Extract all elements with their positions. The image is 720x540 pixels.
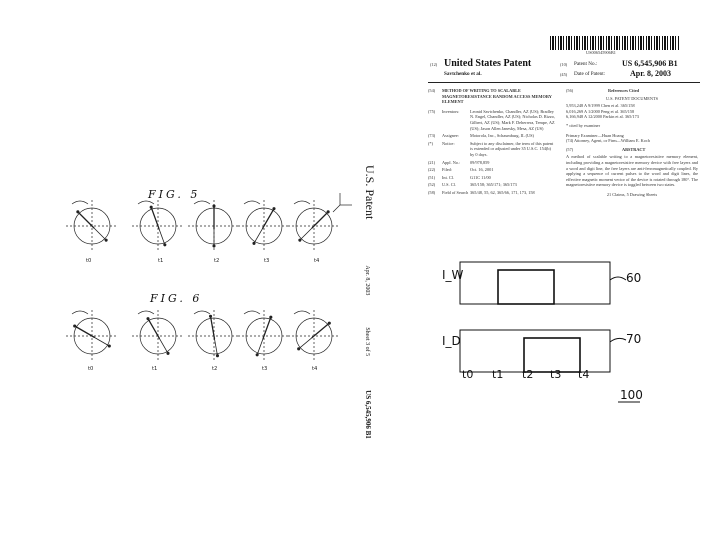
fig6-time-label: t1	[152, 366, 158, 372]
fig6-arrow-head	[328, 322, 330, 324]
header-rule	[428, 82, 700, 83]
biblio-label: Int. Cl.	[442, 174, 455, 180]
fig6-field-indicator	[138, 311, 154, 314]
claims-count: 21 Claims, 5 Drawing Sheets	[606, 191, 658, 197]
fig6-field-indicator	[294, 311, 310, 314]
kind-code: (12)	[430, 62, 438, 67]
fig6-arrow-head	[216, 354, 218, 356]
fig5-field-indicator	[138, 201, 154, 204]
fig5-arrow-head	[150, 206, 152, 208]
axis-glyph	[333, 193, 352, 212]
fig6-moment-arrow	[213, 333, 217, 356]
fig5-time-label: t1	[158, 258, 164, 264]
patent-no-label: Patent No.:	[574, 61, 598, 67]
fig6-arrow-head	[209, 315, 211, 317]
iw-ref-leader	[610, 277, 626, 280]
fig5-field-indicator	[294, 201, 310, 204]
running-head-sheet: Sheet 3 of 5	[364, 327, 370, 357]
id-ref-leader	[610, 338, 626, 342]
fig5-times	[0, 258, 395, 268]
fig6-arrow-head	[270, 316, 272, 318]
running-head-patent: U.S. Patent	[363, 165, 377, 220]
id-outer-box	[460, 330, 610, 372]
fig6-cell	[132, 310, 184, 362]
fig5-cell	[238, 200, 290, 252]
fig6-arrow-head	[108, 345, 110, 347]
biblio-code: (52)	[428, 182, 436, 188]
biblio-text: 365/48, 55, 62, 365/66, 171, 173, 158	[470, 189, 535, 195]
fig5-time-label: t4	[314, 258, 320, 264]
biblio-code: (21)	[428, 159, 436, 165]
biblio-code: (58)	[428, 189, 436, 195]
biblio-label: Assignee:	[442, 133, 459, 139]
fig5-arrow-head	[327, 211, 329, 213]
fig6-time-label: t2	[212, 366, 218, 372]
id-pulse	[524, 338, 580, 372]
fig6-arrow-head	[256, 354, 258, 356]
biblio-entry	[428, 141, 556, 158]
biblio-text: Subject to any disclaimer, the term of this patent is extended or adjusted under 35 U.S.C. 154(b) by 0 days.	[470, 140, 554, 157]
fig6-rows	[66, 310, 340, 362]
timing-time-label: t1	[492, 368, 504, 381]
biblio-code: (73)	[428, 133, 436, 139]
fig6-arrow-head	[73, 325, 75, 327]
patent-no: US 6,545,906 B1	[622, 59, 678, 68]
biblio-entry	[428, 109, 556, 131]
biblio-label: Appl. No.:	[442, 159, 461, 165]
fig6-cell	[238, 310, 290, 362]
running-head-number: US 6,545,906 B1	[364, 390, 372, 439]
fig6-times	[0, 366, 395, 376]
refs-code: (56)	[566, 88, 574, 93]
fig6-field-indicator	[194, 311, 210, 314]
biblio-text: METHOD OF WRITING TO SCALABLE MAGNETORESISTANCE RANDOM ACCESS MEMORY ELEMENT	[442, 88, 552, 105]
timing-diagram	[418, 260, 720, 410]
biblio-label: Field of Search	[442, 189, 469, 195]
biblio-text: G11C 11/00	[470, 174, 491, 180]
barcode	[550, 36, 680, 50]
fig5-arrow-head	[299, 239, 301, 241]
fig5-time-label: t3	[264, 258, 270, 264]
biblio-entry	[428, 182, 556, 188]
abstract-title: ABSTRACT	[622, 146, 646, 152]
fig6-time-label: t4	[312, 366, 318, 372]
reference-entry: 6,166,948 A 12/2000 Parkin et al. 365/173	[566, 114, 639, 120]
fig6-label: FIG. 6	[150, 292, 203, 305]
timing-time-label: t3	[550, 368, 562, 381]
iw-ref: 60	[626, 271, 642, 285]
biblio-code: (54)	[428, 88, 436, 93]
biblio-entry	[428, 167, 556, 173]
timing-time-label: t2	[522, 368, 534, 381]
fig5-field-indicator	[72, 201, 88, 204]
fig6-cell	[288, 310, 340, 362]
fig6-time-label: t3	[262, 366, 268, 372]
right-page	[418, 0, 720, 540]
primary-examiner: Primary Examiner—Huan Hoang	[566, 132, 624, 138]
fig6-arrow-head	[167, 352, 169, 354]
fig5-arrow-head	[105, 239, 107, 241]
fig5-label: FIG. 5	[148, 188, 201, 201]
id-ref: 70	[626, 332, 642, 346]
inventor-line: Savtchenko et al.	[444, 71, 482, 77]
id-label: I_D	[442, 334, 461, 348]
refs-column	[566, 88, 698, 198]
fig5-cell	[288, 200, 340, 252]
iw-outer-box	[460, 262, 610, 304]
biblio-column	[428, 88, 556, 198]
fig5-time-label: t0	[86, 258, 92, 264]
iw-pulse	[498, 270, 554, 304]
iw-label: I_W	[442, 268, 464, 282]
fig5-time-label: t2	[214, 258, 220, 264]
biblio-text: Oct. 16, 2001	[470, 167, 494, 173]
date-label: Date of Patent:	[574, 71, 606, 77]
patent-date: Apr. 8, 2003	[630, 69, 672, 78]
fig5-arrow-head	[77, 211, 79, 213]
cited-by: * cited by examiner	[566, 122, 601, 128]
timing-time-label: t0	[462, 368, 474, 381]
biblio-entry	[428, 190, 556, 196]
fig5-cell	[132, 200, 184, 252]
refs-title: References Cited	[608, 88, 640, 93]
biblio-code: (*)	[428, 140, 434, 146]
fig5-arrow-head	[164, 244, 166, 246]
fig6-cell	[188, 310, 240, 362]
biblio-entry	[428, 160, 556, 166]
patent-no-code: (10)	[560, 62, 568, 67]
timing-times	[418, 368, 720, 382]
fig6-time-label: t0	[88, 366, 94, 372]
biblio-code: (51)	[428, 174, 436, 180]
biblio-label: Notice:	[442, 140, 455, 146]
biblio-label: Filed:	[442, 167, 453, 173]
biblio-entry	[428, 88, 556, 105]
biblio-text: 09/978,859	[470, 159, 490, 165]
fig5-arrow-head	[273, 207, 275, 209]
biblio-label: U.S. Cl.	[442, 182, 456, 188]
fig5-arrow-head	[213, 245, 215, 247]
refs-subtitle: U.S. PATENT DOCUMENTS	[605, 95, 659, 101]
abstract-code: (57)	[566, 146, 574, 152]
running-head-date: Apr. 8, 2003	[364, 265, 370, 296]
abstract-text: A method of scalable writing to a magnetoresistive memory element, including providing a magnetoresistive memory device with free layers and a word and digit line, the free layers are anti-ferromagnetically coupled. By applying a sequence of current pulses to the word and digit lines, the effective magnetic moment vector of the device is rotated through 180°. The magnetoresistive memory device is toggled between two states.	[566, 154, 698, 188]
biblio-text: 365/158; 365/171; 365/173	[470, 182, 517, 188]
attorney: (74) Attorney, Agent, or Firm—William E. Koch	[566, 138, 650, 144]
fig6-field-indicator	[72, 311, 88, 314]
timing-time-label: t4	[578, 368, 590, 381]
barcode-text: US006545906B1	[586, 50, 616, 55]
fig5-arrow-head	[213, 205, 215, 207]
fig5-cell	[66, 200, 118, 252]
biblio-entry	[428, 133, 556, 139]
fig5-field-indicator	[244, 201, 260, 204]
biblio-code: (22)	[428, 167, 436, 173]
reference-entry: 5,953,248 A 9/1999 Chen et al. 365/158	[566, 103, 635, 109]
biblio-text: Motorola, Inc., Schaumburg, IL (US)	[470, 133, 534, 139]
fig6-cell	[66, 310, 118, 362]
fig6-field-indicator	[244, 311, 260, 314]
biblio-text: Leonid Savtchenko, Chandler, AZ (US); Bradley N. Engel, Chandler, AZ (US); Nicholas D. Rizzo, Gilbert, AZ (US); Mark F. Deherrera, Tempe, AZ (US); Jason Allen Janesky, Mesa, AZ (US)	[470, 108, 556, 131]
figure-ref: 100	[620, 388, 643, 402]
fig5-arrow-head	[253, 242, 255, 244]
fig6-arrow-head	[147, 317, 149, 319]
fig5-cell	[188, 200, 240, 252]
fig5-rows	[66, 200, 340, 252]
biblio-entry	[428, 175, 556, 181]
biblio-code: (75)	[428, 108, 436, 114]
reference-entry: 6,016,269 A 1/2000 Peng et al. 365/158	[566, 108, 635, 114]
patent-heading: United States Patent	[444, 58, 532, 69]
biblio-label: Inventors:	[442, 108, 460, 114]
date-code: (45)	[560, 72, 568, 77]
fig5-field-indicator	[194, 201, 210, 204]
fig6-arrow-head	[297, 348, 299, 350]
